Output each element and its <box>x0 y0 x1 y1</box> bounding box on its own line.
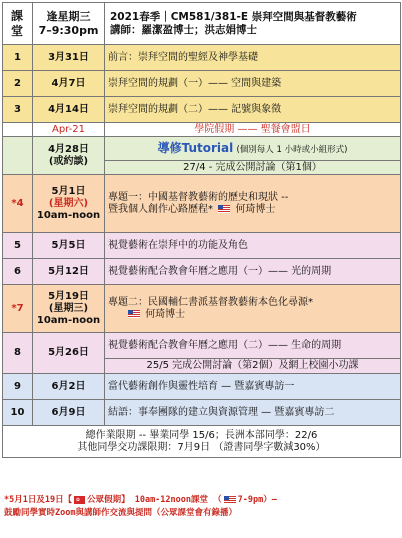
holiday-note-line-1: *5月1日及19日【✿ 公眾假期】 10am-12noon課堂 （ 7-9pm）— <box>4 494 398 507</box>
deadline-line-1: 總作業限期 -- 畢業同學 15/6；長洲本部同學：22/6 <box>85 429 318 441</box>
table-row <box>3 259 401 285</box>
row-number: 5 <box>3 233 33 259</box>
row-date: 5月1日 (星期六) 10am-noon <box>33 175 105 233</box>
row-date: 5月26日 <box>33 333 105 374</box>
row-topic: 專題一：中國基督教藝術的歷史和現狀 -- 暨我個人創作心路歷程* 何琦博士 <box>105 175 401 233</box>
speaker-name: 何琦博士 <box>235 203 276 215</box>
header-day: 逢星期三 <box>46 10 91 24</box>
hk-flag-icon <box>74 496 85 504</box>
table-row <box>3 97 401 123</box>
holiday-note-line-2: 鼓勵同學實時Zoom與講師作交流與提問（公眾課堂會有錄播） <box>4 508 237 519</box>
course-lecturers: 講師：羅潔盈博士；洪志娟博士 <box>110 23 257 36</box>
row-number: 8 <box>3 333 33 374</box>
row-topic: 視覺藝術在崇拜中的功能及角色 <box>105 233 401 259</box>
row-topic: 結語：事奉團隊的建立與資源管理 — 暨嘉賓專訪二 <box>105 400 401 426</box>
holiday-text: 學院假期 —— 聖餐會盟日 <box>105 123 401 137</box>
row-number: 10 <box>3 400 33 426</box>
table-row <box>3 71 401 97</box>
row-date: 4月14日 <box>33 97 105 123</box>
us-flag-icon <box>218 205 230 213</box>
table-row <box>3 374 401 400</box>
row-note: 25/5 完成公開討論（第2個）及網上校園小功課 <box>105 359 401 374</box>
row-number: 9 <box>3 374 33 400</box>
header-hours: 7–9:30pm <box>38 23 99 37</box>
row-topic: 視覺藝術配合教會年曆之應用（一）—— 光的周期 <box>105 259 401 285</box>
row-date: 3月31日 <box>33 45 105 71</box>
header-time <box>33 3 105 45</box>
table-row <box>3 400 401 426</box>
us-flag-icon <box>128 310 140 318</box>
tutorial-row <box>3 137 401 161</box>
row-topic: 專題二：民國輔仁書派基督教藝術本色化尋源* 何琦博士 <box>105 285 401 333</box>
row-date: 6月2日 <box>33 374 105 400</box>
footer-row <box>3 426 401 458</box>
row-number: 2 <box>3 71 33 97</box>
row-number: 3 <box>3 97 33 123</box>
deadline-line-2: 其他同學交功課限期：7月9日 （證書同學字數減30%） <box>77 441 326 453</box>
table-row <box>3 233 401 259</box>
table-row <box>3 333 401 359</box>
row-number: *7 <box>3 285 33 333</box>
tutorial-cell <box>105 137 401 161</box>
row-topic: 前言：崇拜空間的聖經及神學基礎 <box>105 45 401 71</box>
header-course <box>105 3 401 45</box>
row-date: 4月7日 <box>33 71 105 97</box>
row-number: 1 <box>3 45 33 71</box>
table-row <box>3 285 401 333</box>
deadline-info <box>3 426 401 458</box>
speaker-name: 何琦博士 <box>145 308 186 320</box>
tutorial-note: 27/4 - 完成公開討論（第1個） <box>105 161 401 175</box>
row-number: 6 <box>3 259 33 285</box>
table-row <box>3 175 401 233</box>
holiday-note <box>4 494 398 520</box>
row-number: *4 <box>3 175 33 233</box>
row-date: 5月19日 (星期三) 10am-noon <box>33 285 105 333</box>
table-row <box>3 45 401 71</box>
row-topic: 崇拜空間的規劃（一）—— 空間與建築 <box>105 71 401 97</box>
tutorial-label: 導修Tutorial <box>157 141 234 155</box>
us-flag-icon <box>224 496 236 504</box>
course-title: 2021春季｜CM581/381-E 崇拜空間與基督教藝術 <box>110 10 357 23</box>
row-topic: 當代藝術創作與靈性培育 — 暨嘉賓專訪一 <box>105 374 401 400</box>
tutorial-date: 4月28日 (或約談) <box>33 137 105 175</box>
holiday-date: Apr-21 <box>33 123 105 137</box>
header-class-label: 課堂 <box>3 3 33 45</box>
header-row <box>3 3 401 45</box>
row-date: 6月9日 <box>33 400 105 426</box>
row-topic: 視覺藝術配合教會年曆之應用（二）—— 生命的周期 <box>105 333 401 359</box>
schedule-table <box>2 2 401 458</box>
row-date: 5月5日 <box>33 233 105 259</box>
row-date: 5月12日 <box>33 259 105 285</box>
tutorial-detail: (個別每人 1 小時或小組形式) <box>236 145 348 155</box>
row-topic: 崇拜空間的規劃（二）—— 記號與象徵 <box>105 97 401 123</box>
holiday-row <box>3 123 401 137</box>
